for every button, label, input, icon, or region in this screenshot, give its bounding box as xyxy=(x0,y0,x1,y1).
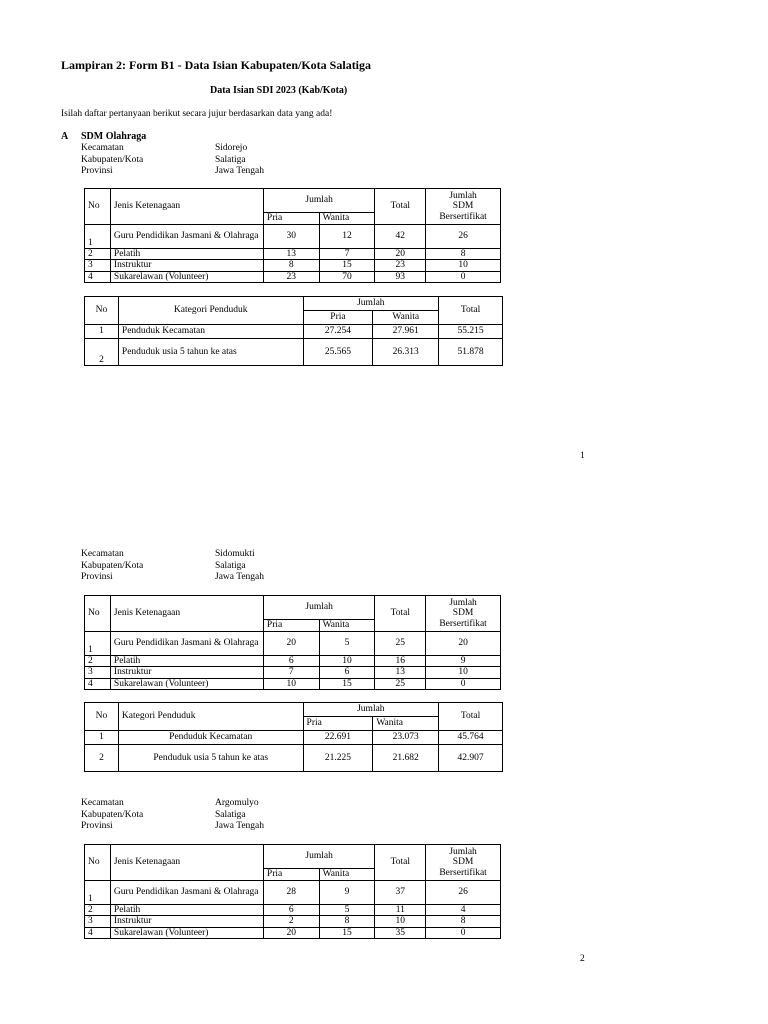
staff-table-sidomukti xyxy=(84,595,501,690)
header-jumlah: Jumlah xyxy=(303,703,439,717)
header-wanita: Wanita xyxy=(319,620,375,632)
table-row: 1 Penduduk Kecamatan 22.691 23.073 45.764 xyxy=(85,731,503,745)
header-jenis: Jenis Ketenagaan xyxy=(110,845,263,881)
provinsi-value: Jawa Tengah xyxy=(215,572,265,582)
table-row: 1 Penduduk Kecamatan 27.254 27.961 55.215 xyxy=(85,325,503,339)
kecamatan-value: Sidorejo xyxy=(215,143,248,153)
table-row: 4 Sukarelawan (Volunteer) 10 15 25 0 xyxy=(85,678,501,689)
header-wanita: Wanita xyxy=(373,311,439,325)
provinsi-label: Provinsi xyxy=(81,572,113,582)
kabupaten-label: Kabupaten/Kota xyxy=(81,154,144,165)
header-pria: Pria xyxy=(263,869,319,881)
table-row: 3 Instruktur 2 8 10 8 xyxy=(85,916,501,927)
kecamatan-value: Sidomukti xyxy=(215,549,255,559)
provinsi-label: Provinsi xyxy=(81,821,113,831)
section-letter: A xyxy=(61,131,69,142)
district-info-argomulyo xyxy=(81,798,264,833)
header-jenis: Jenis Ketenagaan xyxy=(110,189,263,225)
header-total: Total xyxy=(375,596,426,632)
header-jumlah: Jumlah xyxy=(263,845,374,869)
header-wanita: Wanita xyxy=(319,869,375,881)
staff-table-argomulyo xyxy=(84,844,501,939)
document-title: Lampiran 2: Form B1 - Data Isian Kabupaten/Kota Salatiga xyxy=(61,58,372,72)
kecamatan-label: Kecamatan xyxy=(81,143,124,153)
table-row: 4 Sukarelawan (Volunteer) 23 70 93 0 xyxy=(85,271,501,282)
header-sdm: Jumlah SDM Bersertifikat xyxy=(426,596,501,632)
kecamatan-label: Kecamatan xyxy=(81,549,124,559)
header-kategori: Kategori Penduduk xyxy=(118,297,303,325)
table-row: 2 Pelatih 13 7 20 8 xyxy=(85,249,501,260)
header-jumlah: Jumlah xyxy=(303,297,439,311)
header-sdm: Jumlah SDM Bersertifikat xyxy=(426,845,501,881)
instruction-text: Isilah daftar pertanyaan berikut secara jujur berdasarkan data yang ada! xyxy=(61,109,333,119)
header-pria: Pria xyxy=(303,311,373,325)
header-no: No xyxy=(85,189,111,225)
page-number: 2 xyxy=(580,954,585,964)
header-pria: Pria xyxy=(263,213,319,225)
header-total: Total xyxy=(375,189,426,225)
header-no: No xyxy=(85,845,111,881)
table-row: 2 Pelatih 6 10 16 9 xyxy=(85,656,501,667)
table-row: 2 Penduduk usia 5 tahun ke atas 21.225 21.682 42.907 xyxy=(85,745,503,772)
table-row: 4 Sukarelawan (Volunteer) 20 15 35 0 xyxy=(85,927,501,938)
header-pria: Pria xyxy=(303,717,373,731)
staff-table-sidorejo xyxy=(84,188,501,283)
table-row: 3 Instruktur 8 15 23 10 xyxy=(85,260,501,271)
district-info-sidomukti xyxy=(81,549,264,584)
table-row: 3 Instruktur 7 6 13 10 xyxy=(85,667,501,678)
provinsi-value: Jawa Tengah xyxy=(215,821,265,831)
header-no: No xyxy=(85,297,119,325)
table-row: 2 Penduduk usia 5 tahun ke atas 25.565 26.313 51.878 xyxy=(85,339,503,366)
table-row: 1 Guru Pendidikan Jasmani & Olahraga 20 5 25 20 xyxy=(85,632,501,656)
kabupaten-label: Kabupaten/Kota xyxy=(81,809,144,820)
kabupaten-value: Salatiga xyxy=(215,809,246,820)
header-total: Total xyxy=(439,297,503,325)
document-subtitle: Data Isian SDI 2023 (Kab/Kota) xyxy=(210,85,348,96)
header-no: No xyxy=(85,703,119,731)
header-jumlah: Jumlah xyxy=(263,596,374,620)
page-number: 1 xyxy=(580,451,585,461)
header-total: Total xyxy=(439,703,503,731)
table-row: 1 Guru Pendidikan Jasmani & Olahraga 28 9 37 26 xyxy=(85,881,501,905)
header-jumlah: Jumlah xyxy=(263,189,374,213)
header-pria: Pria xyxy=(263,620,319,632)
provinsi-value: Jawa Tengah xyxy=(215,166,265,176)
kecamatan-value: Argomulyo xyxy=(215,798,259,808)
header-wanita: Wanita xyxy=(319,213,375,225)
kabupaten-value: Salatiga xyxy=(215,560,246,571)
table-row: 1 Guru Pendidikan Jasmani & Olahraga 30 12 42 26 xyxy=(85,225,501,249)
table-row: 2 Pelatih 6 5 11 4 xyxy=(85,905,501,916)
provinsi-label: Provinsi xyxy=(81,166,113,176)
header-sdm: Jumlah SDM Bersertifikat xyxy=(426,189,501,225)
population-table-sidomukti xyxy=(84,702,503,772)
district-info-sidorejo xyxy=(81,143,264,178)
header-wanita: Wanita xyxy=(373,717,439,731)
header-total: Total xyxy=(375,845,426,881)
header-jenis: Jenis Ketenagaan xyxy=(110,596,263,632)
header-no: No xyxy=(85,596,111,632)
header-kategori: Kategori Penduduk xyxy=(118,703,303,731)
population-table-sidorejo xyxy=(84,296,503,366)
kabupaten-value: Salatiga xyxy=(215,154,246,165)
section-title: SDM Olahraga xyxy=(81,131,147,142)
kabupaten-label: Kabupaten/Kota xyxy=(81,560,144,571)
kecamatan-label: Kecamatan xyxy=(81,798,124,808)
